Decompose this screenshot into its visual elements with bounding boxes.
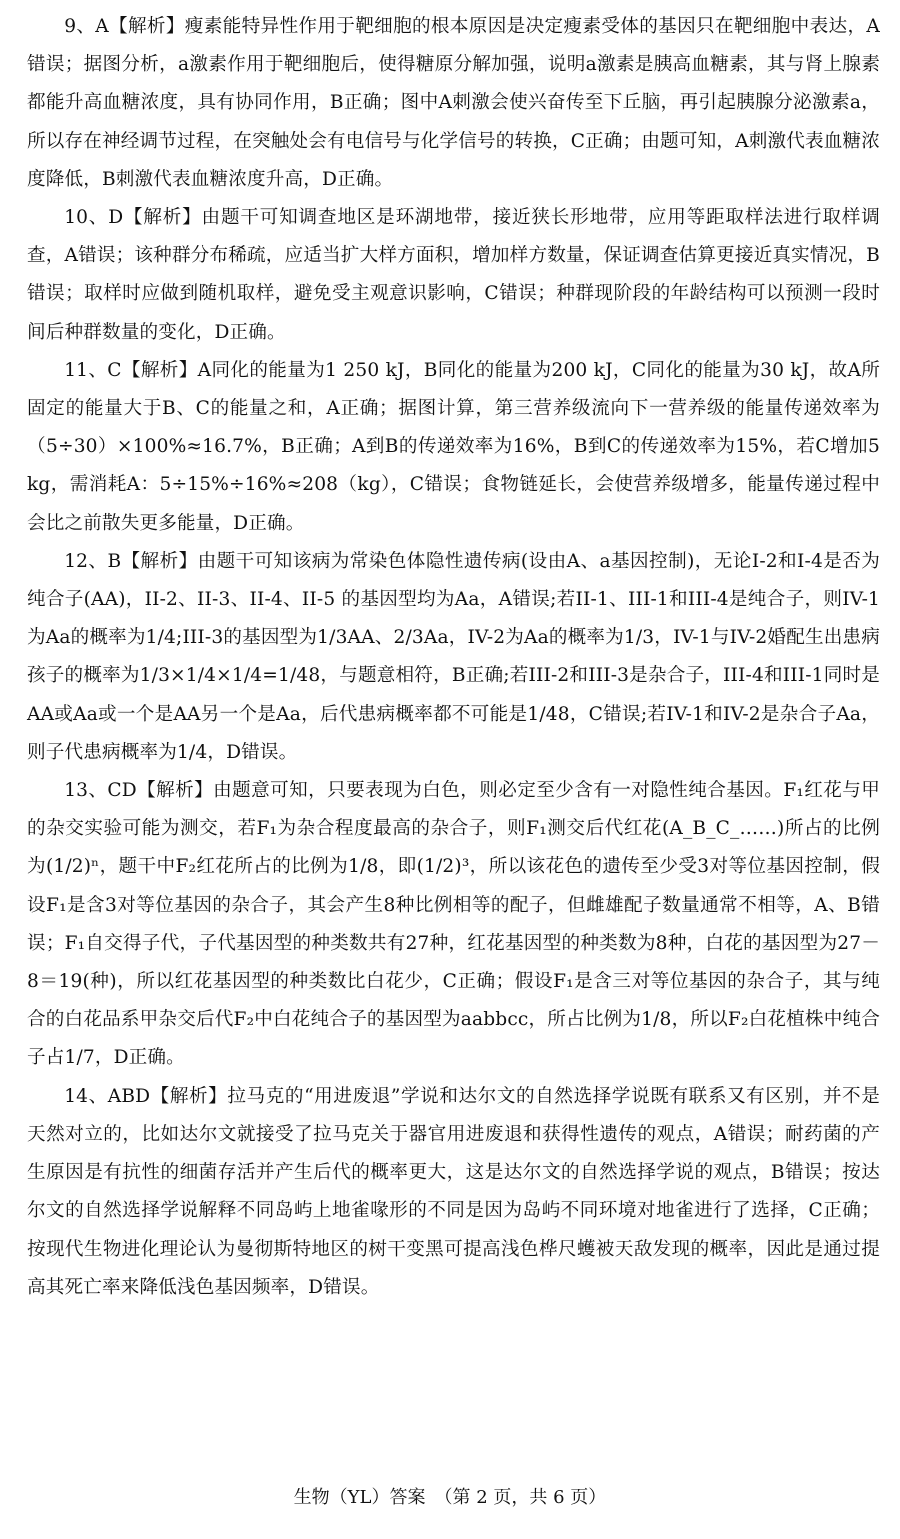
answer-12-explanation: 12、B【解析】由题干可知该病为常染色体隐性遗传病(设由A、a基因控制)，无论I-2和I-4是否为纯合子(AA)，II-2、II-3、II-4、II-5 的基因型均为Aa，A错误;若II-1、III-1和III-4是纯合子，则IV-1为Aa的概率为1/4;III-3的基因型为1/3AA、2/3Aa，IV-2为Aa的概率为1/3，IV-1与IV-2婚配生出患病孩子的概率为1/3×1/4×1/4=1/48，与题意相符，B正确;若III-2和III-3是杂合子，III-4和III-1同时是AA或Aa或一个是AA另一个是Aa，后代患病概率都不可能是1/48，C错误;若IV-1和IV-2是杂合子Aa，则子代患病概率为1/4，D错误。 — [27, 550, 880, 763]
answer-9-explanation: 9、A【解析】瘦素能特异性作用于靶细胞的根本原因是决定瘦素受体的基因只在靶细胞中表达，A错误；据图分析，a激素作用于靶细胞后，使得糖原分解加强，说明a激素是胰高血糖素，其与肾上腺素都能升高血糖浓度，具有协同作用，B正确；图中A刺激会使兴奋传至下丘脑，再引起胰腺分泌激素a，所以存在神经调节过程，在突触处会有电信号与化学信号的转换，C正确；由题可知，A刺激代表血糖浓度降低，B刺激代表血糖浓度升高，D正确。 — [27, 16, 880, 190]
answer-11-explanation: 11、C【解析】A同化的能量为1 250 kJ，B同化的能量为200 kJ，C同化的能量为30 kJ，故A所固定的能量大于B、C的能量之和，A正确；据图计算，第三营养级流向下一营养级的能量传递效率为（5÷30）×100%≈16.7%，B正确；A到B的传递效率为16%，B到C的传递效率为15%，若C增加5 kg，需消耗A：5÷15%÷16%≈208（kg），C错误；食物链延长，会使营养级增多，能量传递过程中会比之前散失更多能量，D正确。 — [27, 359, 880, 534]
answer-explanations — [27, 8, 880, 1307]
answer-14-explanation: 14、ABD【解析】拉马克的“用进废退”学说和达尔文的自然选择学说既有联系又有区别，并不是天然对立的，比如达尔文就接受了拉马克关于器官用进废退和获得性遗传的观点，A错误；耐药菌的产生原因是有抗性的细菌存活并产生后代的概率更大，这是达尔文的自然选择学说的观点，B错误；按达尔文的自然选择学说解释不同岛屿上地雀喙形的不同是因为岛屿不同环境对地雀进行了选择，C正确；按现代生物进化理论认为曼彻斯特地区的树干变黑可提高浅色桦尺蠖被天敌发现的概率，因此是通过提高其死亡率来降低浅色基因频率，D错误。 — [27, 1085, 880, 1298]
answer-10-explanation: 10、D【解析】由题干可知调查地区是环湖地带，接近狭长形地带，应用等距取样法进行取样调查，A错误；该种群分布稀疏，应适当扩大样方面积，增加样方数量，保证调查估算更接近真实情况，B错误；取样时应做到随机取样，避免受主观意识影响，C错误；种群现阶段的年龄结构可以预测一段时间后种群数量的变化，D正确。 — [27, 207, 880, 343]
answer-13-explanation: 13、CD【解析】由题意可知，只要表现为白色，则必定至少含有一对隐性纯合基因。F₁红花与甲的杂交实验可能为测交，若F₁为杂合程度最高的杂合子，则F₁测交后代红花(A_B_C_……)所占的比例为(1/2)ⁿ，题干中F₂红花所占的比例为1/8，即(1/2)³，所以该花色的遗传至少受3对等位基因控制，假设F₁是含3对等位基因的杂合子，其会产生8种比例相等的配子，但雌雄配子数量通常不相等，A、B错误；F₁自交得子代，子代基因型的种类数共有27种，红花基因型的种类数为8种，白花的基因型为27－8＝19(种)，所以红花基因型的种类数比白花少，C正确；假设F₁是含三对等位基因的杂合子，其与纯合的白花品系甲杂交后代F₂中白花纯合子的基因型为aabbcc，所占比例为1/8，所以F₂白花植株中纯合子占1/7，D正确。 — [27, 780, 880, 1069]
page-footer: 生物（YL）答案 （第 2 页，共 6 页） — [293, 1487, 607, 1508]
